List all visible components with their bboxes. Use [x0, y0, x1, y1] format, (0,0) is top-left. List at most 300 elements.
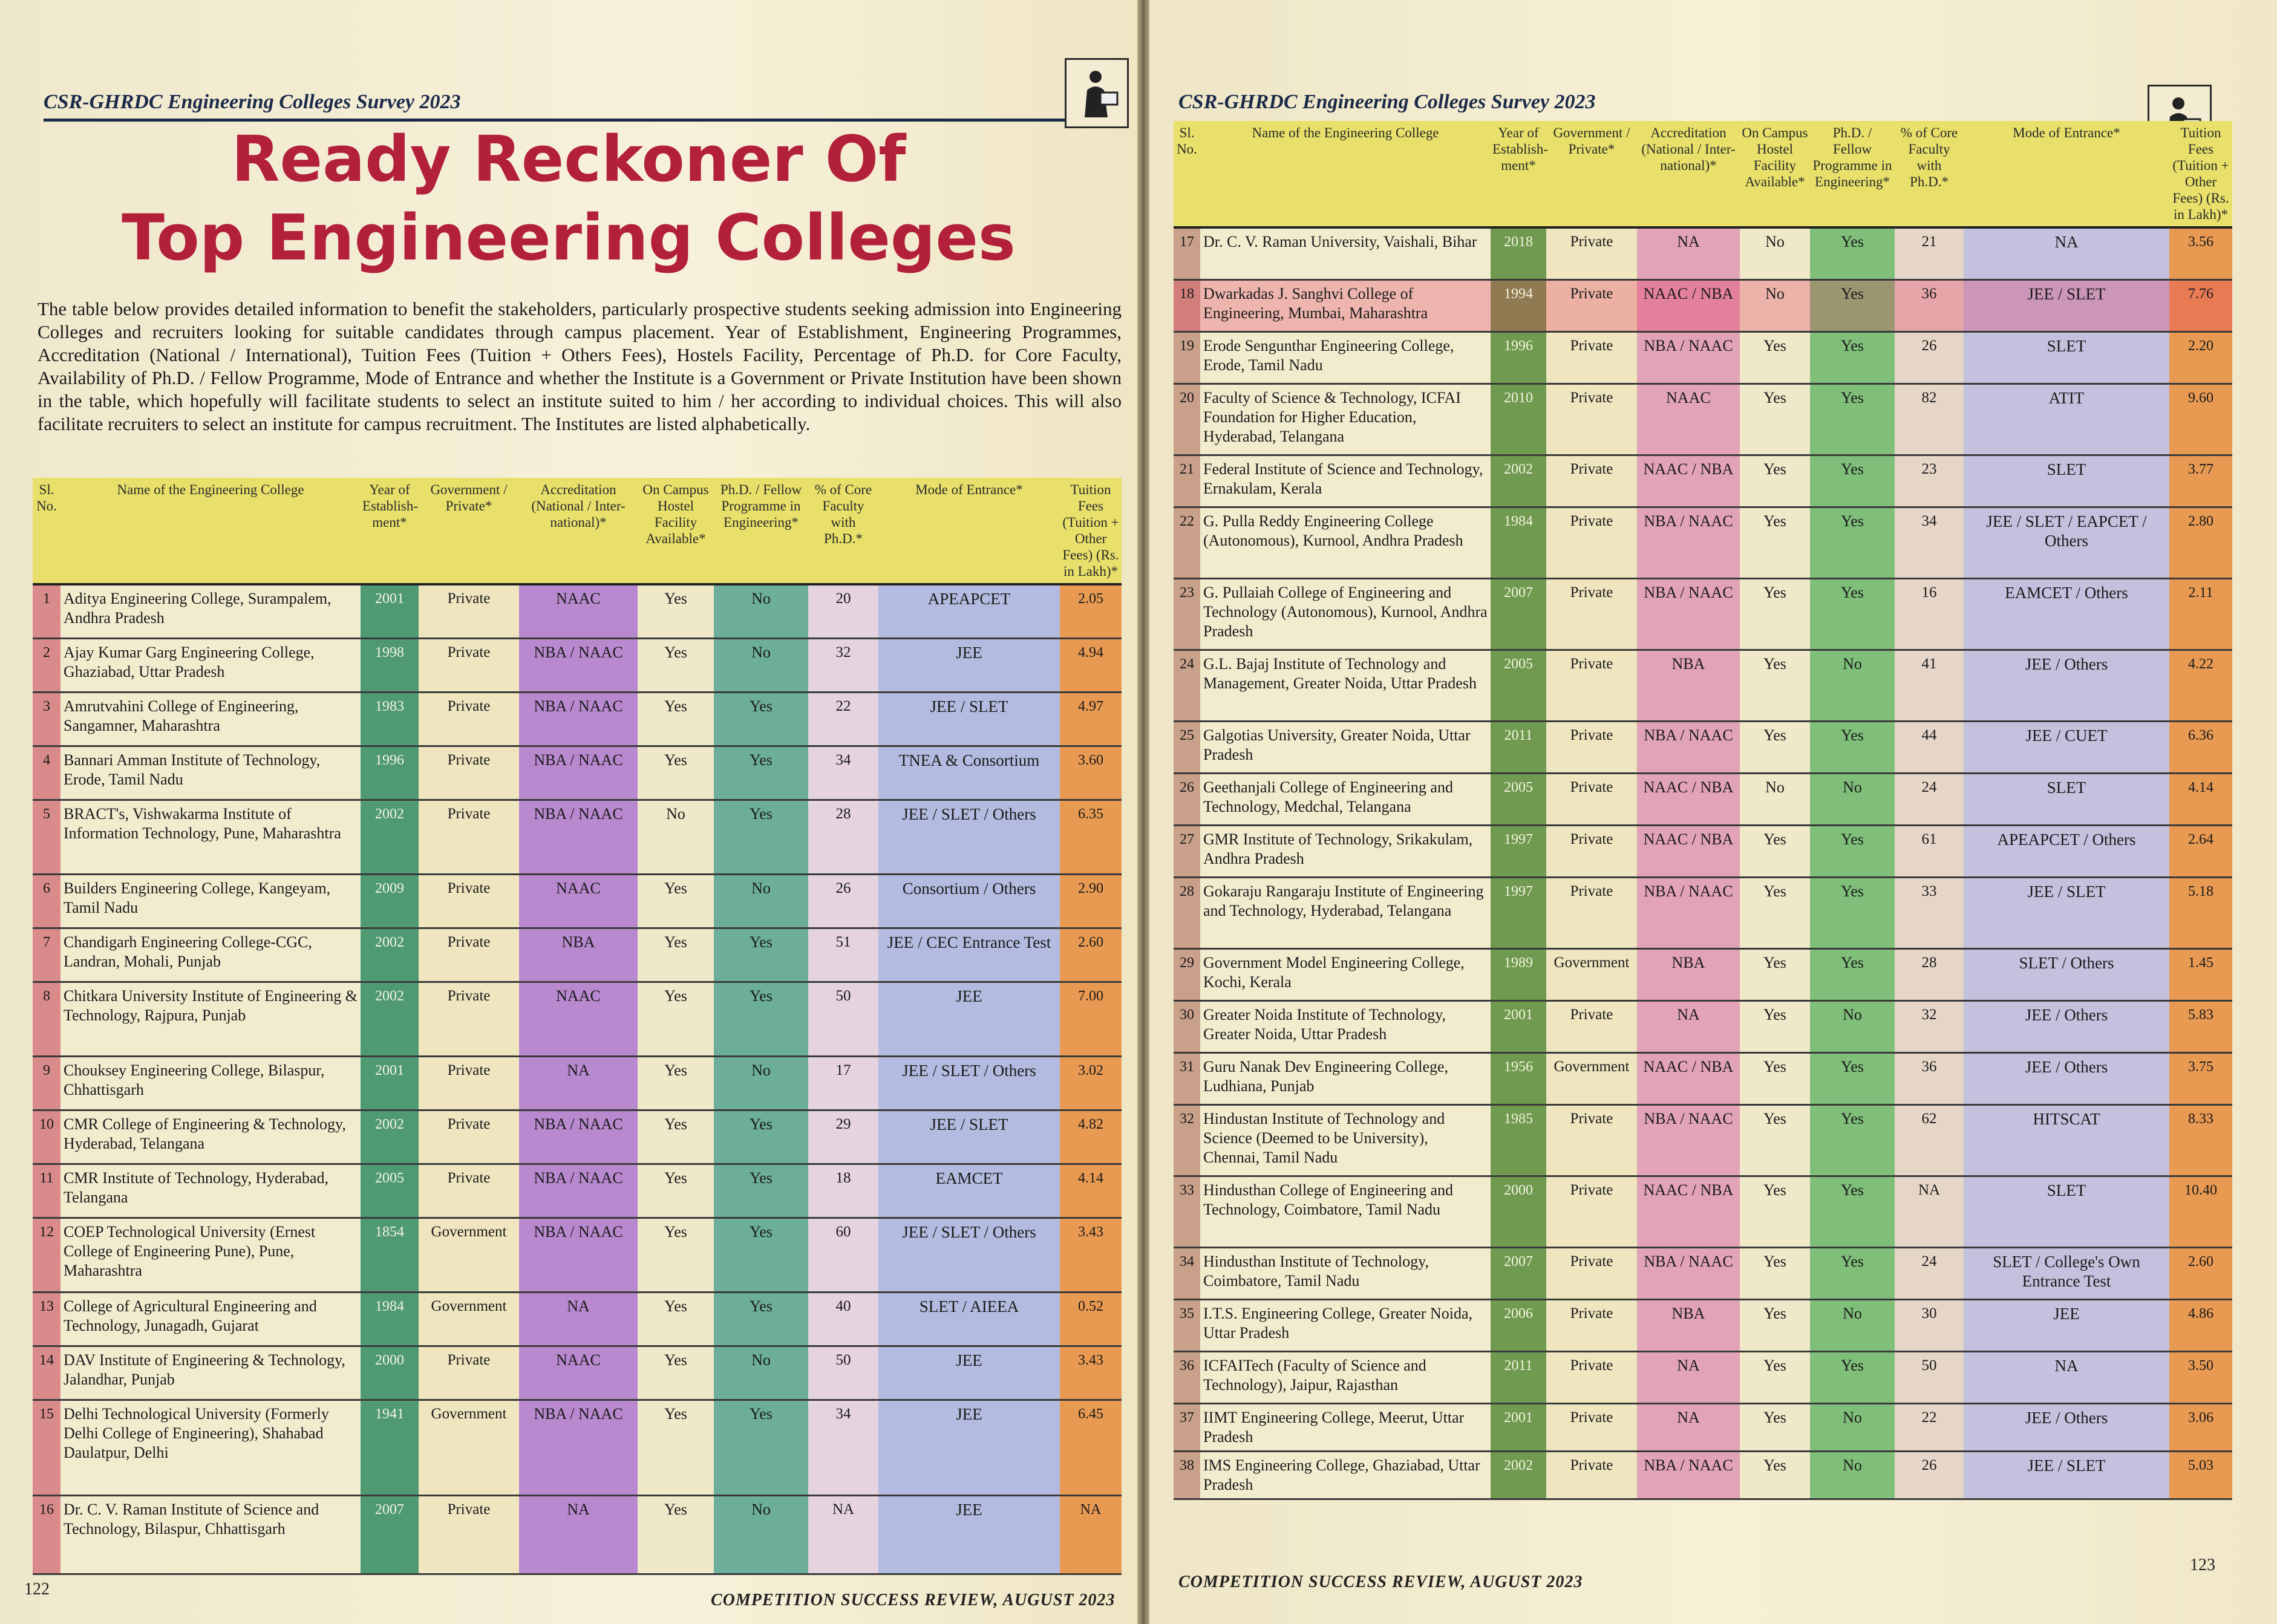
year-cell: 2009	[361, 874, 419, 928]
mode-of-entrance-cell: JEE / Others	[1964, 1403, 2169, 1451]
pct-phd-faculty-cell: 21	[1895, 227, 1964, 279]
hostel-cell: Yes	[1740, 331, 1810, 383]
tuition-fees-cell: 9.60	[2169, 383, 2232, 455]
mode-of-entrance-cell: SLET	[1964, 331, 2169, 383]
college-name-cell: Amrutvahini College of Engineering, Sangamner, Maharashtra	[60, 692, 361, 746]
govt-private-cell: Private	[1546, 383, 1637, 455]
sl-cell: 10	[33, 1110, 60, 1164]
table-row	[33, 1346, 1122, 1400]
table-row	[33, 928, 1122, 982]
accreditation-cell: NBA / NAAC	[1637, 877, 1740, 948]
accreditation-cell: NBA / NAAC	[1637, 721, 1740, 773]
phd-programme-cell: Yes	[714, 800, 808, 874]
tuition-fees-cell: 6.35	[1060, 800, 1122, 874]
year-cell: 2010	[1491, 383, 1546, 455]
phd-programme-cell: Yes	[714, 1110, 808, 1164]
govt-private-cell: Private	[419, 1164, 519, 1218]
accreditation-cell: NAAC	[519, 1346, 638, 1400]
table-row	[1174, 1351, 2232, 1403]
accreditation-cell: NA	[519, 1495, 638, 1574]
mode-of-entrance-cell: EAMCET / Others	[1964, 578, 2169, 650]
magazine-footer-right: COMPETITION SUCCESS REVIEW, AUGUST 2023	[1178, 1573, 1583, 1591]
accreditation-cell: NBA / NAAC	[1637, 578, 1740, 650]
govt-private-cell: Private	[419, 1056, 519, 1110]
tuition-fees-cell: 7.00	[1060, 982, 1122, 1056]
college-name-cell: Chouksey Engineering College, Bilaspur, Chhattisgarh	[60, 1056, 361, 1110]
mode-of-entrance-cell: NA	[1964, 227, 2169, 279]
pct-phd-faculty-cell: 22	[808, 692, 878, 746]
accreditation-cell: NBA / NAAC	[519, 638, 638, 692]
tuition-fees-cell: 10.40	[2169, 1176, 2232, 1247]
col-sl: Sl. No.	[1174, 121, 1200, 227]
table-row	[1174, 1176, 2232, 1247]
phd-programme-cell: Yes	[1810, 877, 1895, 948]
phd-programme-cell: Yes	[1810, 331, 1895, 383]
govt-private-cell: Private	[1546, 1403, 1637, 1451]
govt-private-cell: Private	[419, 746, 519, 800]
pct-phd-faculty-cell: 40	[808, 1292, 878, 1346]
sl-cell: 15	[33, 1400, 60, 1495]
sl-cell: 8	[33, 982, 60, 1056]
phd-programme-cell: No	[1810, 650, 1895, 721]
col-mode: Mode of Entrance*	[1964, 121, 2169, 227]
table-row	[1174, 1451, 2232, 1499]
college-name-cell: I.T.S. Engineering College, Greater Noida, Uttar Pradesh	[1200, 1299, 1491, 1351]
colleges-table-left	[33, 478, 1122, 1575]
col-mode: Mode of Entrance*	[878, 478, 1060, 584]
phd-programme-cell: Yes	[1810, 1176, 1895, 1247]
pct-phd-faculty-cell: 34	[808, 1400, 878, 1495]
table-row	[33, 1292, 1122, 1346]
year-cell: 1997	[1491, 825, 1546, 877]
sl-cell: 33	[1174, 1176, 1200, 1247]
hostel-cell: Yes	[638, 928, 714, 982]
hostel-cell: No	[638, 800, 714, 874]
govt-private-cell: Private	[419, 928, 519, 982]
hostel-cell: Yes	[1740, 1104, 1810, 1176]
college-name-cell: Dwarkadas J. Sanghvi College of Engineering, Mumbai, Maharashtra	[1200, 279, 1491, 331]
year-cell: 1984	[361, 1292, 419, 1346]
sl-cell: 28	[1174, 877, 1200, 948]
college-name-cell: Chitkara University Institute of Engineering & Technology, Rajpura, Punjab	[60, 982, 361, 1056]
sl-cell: 31	[1174, 1052, 1200, 1104]
pct-phd-faculty-cell: 36	[1895, 279, 1964, 331]
sl-cell: 18	[1174, 279, 1200, 331]
college-name-cell: Builders Engineering College, Kangeyam, Tamil Nadu	[60, 874, 361, 928]
page-title-line1: Ready Reckoner Of	[231, 122, 906, 196]
tuition-fees-cell: 3.02	[1060, 1056, 1122, 1110]
table-row	[1174, 1299, 2232, 1351]
accreditation-cell: NBA	[519, 928, 638, 982]
pct-phd-faculty-cell: 29	[808, 1110, 878, 1164]
colleges-table-right	[1174, 121, 2232, 1500]
hostel-cell: No	[1740, 773, 1810, 825]
college-name-cell: Guru Nanak Dev Engineering College, Ludhiana, Punjab	[1200, 1052, 1491, 1104]
col-phd: Ph.D. / Fellow Programme in Engineering*	[714, 478, 808, 584]
col-pct-phd: % of Core Faculty with Ph.D.*	[1895, 121, 1964, 227]
college-name-cell: Geethanjali College of Engineering and Technology, Medchal, Telangana	[1200, 773, 1491, 825]
hostel-cell: Yes	[1740, 1052, 1810, 1104]
pct-phd-faculty-cell: 34	[808, 746, 878, 800]
col-pct-phd: % of Core Faculty with Ph.D.*	[808, 478, 878, 584]
phd-programme-cell: Yes	[1810, 721, 1895, 773]
accreditation-cell: NAAC	[519, 874, 638, 928]
year-cell: 2007	[361, 1495, 419, 1574]
mode-of-entrance-cell: JEE	[1964, 1299, 2169, 1351]
hostel-cell: Yes	[1740, 1403, 1810, 1451]
accreditation-cell: NA	[1637, 1403, 1740, 1451]
phd-programme-cell: No	[714, 874, 808, 928]
table-row	[33, 1110, 1122, 1164]
sl-cell: 34	[1174, 1247, 1200, 1299]
table-row	[33, 746, 1122, 800]
mode-of-entrance-cell: NA	[1964, 1351, 2169, 1403]
table-row	[33, 874, 1122, 928]
phd-programme-cell: Yes	[1810, 1247, 1895, 1299]
tuition-fees-cell: 5.18	[2169, 877, 2232, 948]
sl-cell: 27	[1174, 825, 1200, 877]
mode-of-entrance-cell: JEE / SLET	[878, 692, 1060, 746]
table-row	[33, 1164, 1122, 1218]
mode-of-entrance-cell: ATIT	[1964, 383, 2169, 455]
hostel-cell: Yes	[638, 1346, 714, 1400]
college-name-cell: Government Model Engineering College, Kochi, Kerala	[1200, 948, 1491, 1000]
mode-of-entrance-cell: JEE / SLET	[1964, 279, 2169, 331]
tuition-fees-cell: 3.06	[2169, 1403, 2232, 1451]
accreditation-cell: NBA / NAAC	[1637, 1451, 1740, 1499]
pct-phd-faculty-cell: 50	[1895, 1351, 1964, 1403]
hostel-cell: Yes	[638, 1056, 714, 1110]
phd-programme-cell: No	[714, 1056, 808, 1110]
govt-private-cell: Government	[419, 1218, 519, 1292]
accreditation-cell: NBA / NAAC	[1637, 507, 1740, 578]
govt-private-cell: Private	[419, 1495, 519, 1574]
sl-cell: 32	[1174, 1104, 1200, 1176]
col-hostel: On Campus Hostel Facility Available*	[1740, 121, 1810, 227]
college-name-cell: Gokaraju Rangaraju Institute of Engineering and Technology, Hyderabad, Telangana	[1200, 877, 1491, 948]
college-name-cell: Hindusthan Institute of Technology, Coimbatore, Tamil Nadu	[1200, 1247, 1491, 1299]
phd-programme-cell: No	[714, 1495, 808, 1574]
mode-of-entrance-cell: Consortium / Others	[878, 874, 1060, 928]
college-name-cell: Faculty of Science & Technology, ICFAI Foundation for Higher Education, Hyderabad, Telangana	[1200, 383, 1491, 455]
tuition-fees-cell: 2.80	[2169, 507, 2232, 578]
college-name-cell: ICFAITech (Faculty of Science and Technology), Jaipur, Rajasthan	[1200, 1351, 1491, 1403]
sl-cell: 14	[33, 1346, 60, 1400]
col-sl: Sl. No.	[33, 478, 60, 584]
tuition-fees-cell: 3.43	[1060, 1218, 1122, 1292]
pct-phd-faculty-cell: 28	[1895, 948, 1964, 1000]
hostel-cell: No	[1740, 279, 1810, 331]
year-cell: 1989	[1491, 948, 1546, 1000]
year-cell: 2018	[1491, 227, 1546, 279]
table-row	[1174, 1000, 2232, 1052]
accreditation-cell: NAAC	[519, 584, 638, 638]
col-fees: Tuition Fees (Tuition + Other Fees) (Rs. in Lakh)*	[2169, 121, 2232, 227]
year-cell: 2005	[361, 1164, 419, 1218]
hostel-cell: Yes	[638, 874, 714, 928]
hostel-cell: Yes	[638, 982, 714, 1056]
hostel-cell: Yes	[638, 1292, 714, 1346]
govt-private-cell: Private	[1546, 1351, 1637, 1403]
year-cell: 2002	[361, 928, 419, 982]
accreditation-cell: NA	[1637, 1000, 1740, 1052]
govt-private-cell: Government	[419, 1292, 519, 1346]
phd-programme-cell: Yes	[1810, 1351, 1895, 1403]
govt-private-cell: Private	[1546, 1451, 1637, 1499]
sl-cell: 35	[1174, 1299, 1200, 1351]
col-govt: Government / Private*	[1546, 121, 1637, 227]
intro-paragraph: The table below provides detailed information to benefit the stakeholders, particularly prospective students seeking admission into Engineering Colleges and recruiters looking for suitable candidates through campus placement. Year of Establishment, Engineering Programmes, Accreditation (National / International), Tuition Fees (Tuition + Others Fees), Hostels Facility, Percentage of Ph.D. for Core Faculty, Availability of Ph.D. / Fellow Programme, Mode of Entrance and whether the Institute is a Government or Private Institution have been shown in the table, which hopefully will facilitate students to select an institute suited to him / her according to individual choices. This will also facilitate recruiters to select an institute for campus recruitment. The Institutes are listed alphabetically.	[38, 298, 1122, 434]
table-row	[1174, 578, 2232, 650]
accreditation-cell: NBA	[1637, 1299, 1740, 1351]
table-row	[1174, 825, 2232, 877]
sl-cell: 17	[1174, 227, 1200, 279]
accreditation-cell: NBA / NAAC	[1637, 1104, 1740, 1176]
govt-private-cell: Private	[419, 982, 519, 1056]
college-name-cell: G. Pullaiah College of Engineering and Technology (Autonomous), Kurnool, Andhra Pradesh	[1200, 578, 1491, 650]
college-name-cell: Delhi Technological University (Formerly Delhi College of Engineering), Shahabad Daulatpur, Delhi	[60, 1400, 361, 1495]
phd-programme-cell: No	[714, 1346, 808, 1400]
mode-of-entrance-cell: SLET / AIEEA	[878, 1292, 1060, 1346]
govt-private-cell: Government	[419, 1400, 519, 1495]
mode-of-entrance-cell: JEE / SLET / Others	[878, 800, 1060, 874]
govt-private-cell: Private	[1546, 1000, 1637, 1052]
hostel-cell: Yes	[638, 692, 714, 746]
phd-programme-cell: Yes	[1810, 1052, 1895, 1104]
col-accreditation: Accreditation (National / Inter-national)*	[519, 478, 638, 584]
accreditation-cell: NBA / NAAC	[519, 692, 638, 746]
tuition-fees-cell: 4.94	[1060, 638, 1122, 692]
phd-programme-cell: Yes	[1810, 578, 1895, 650]
mode-of-entrance-cell: JEE / CEC Entrance Test	[878, 928, 1060, 982]
table-header-row-right	[1174, 121, 2232, 227]
accreditation-cell: NBA / NAAC	[1637, 331, 1740, 383]
year-cell: 1985	[1491, 1104, 1546, 1176]
mode-of-entrance-cell: SLET / College's Own Entrance Test	[1964, 1247, 2169, 1299]
accreditation-cell: NAAC / NBA	[1637, 1176, 1740, 1247]
table-row	[1174, 383, 2232, 455]
govt-private-cell: Private	[419, 692, 519, 746]
sl-cell: 3	[33, 692, 60, 746]
college-name-cell: G.L. Bajaj Institute of Technology and Management, Greater Noida, Uttar Pradesh	[1200, 650, 1491, 721]
phd-programme-cell: Yes	[1810, 825, 1895, 877]
phd-programme-cell: Yes	[1810, 279, 1895, 331]
phd-programme-cell: No	[714, 638, 808, 692]
survey-header: CSR-GHRDC Engineering Colleges Survey 2023	[44, 91, 461, 113]
year-cell: 1854	[361, 1218, 419, 1292]
page-title-line2: Top Engineering Colleges	[122, 201, 1016, 275]
col-year: Year of Establish-ment*	[1491, 121, 1546, 227]
govt-private-cell: Private	[419, 874, 519, 928]
tuition-fees-cell: 3.60	[1060, 746, 1122, 800]
table-row	[33, 692, 1122, 746]
tuition-fees-cell: 4.86	[2169, 1299, 2232, 1351]
col-fees: Tuition Fees (Tuition + Other Fees) (Rs. in Lakh)*	[1060, 478, 1122, 584]
pct-phd-faculty-cell: 44	[1895, 721, 1964, 773]
table-row	[33, 1056, 1122, 1110]
college-name-cell: Chandigarh Engineering College-CGC, Landran, Mohali, Punjab	[60, 928, 361, 982]
sl-cell: 13	[33, 1292, 60, 1346]
govt-private-cell: Private	[419, 638, 519, 692]
mode-of-entrance-cell: JEE / SLET / Others	[878, 1056, 1060, 1110]
year-cell: 2001	[1491, 1000, 1546, 1052]
year-cell: 2011	[1491, 1351, 1546, 1403]
tuition-fees-cell: 4.22	[2169, 650, 2232, 721]
tuition-fees-cell: 2.64	[2169, 825, 2232, 877]
mode-of-entrance-cell: SLET / Others	[1964, 948, 2169, 1000]
college-name-cell: Galgotias University, Greater Noida, Uttar Pradesh	[1200, 721, 1491, 773]
tuition-fees-cell: 5.83	[2169, 1000, 2232, 1052]
table-row	[1174, 650, 2232, 721]
mode-of-entrance-cell: JEE	[878, 1495, 1060, 1574]
sl-cell: 23	[1174, 578, 1200, 650]
col-name: Name of the Engineering College	[60, 478, 361, 584]
sl-cell: 19	[1174, 331, 1200, 383]
table-row	[1174, 331, 2232, 383]
sl-cell: 5	[33, 800, 60, 874]
table-row	[33, 584, 1122, 638]
pct-phd-faculty-cell: 24	[1895, 773, 1964, 825]
mode-of-entrance-cell: SLET	[1964, 773, 2169, 825]
pct-phd-faculty-cell: 82	[1895, 383, 1964, 455]
year-cell: 2006	[1491, 1299, 1546, 1351]
mode-of-entrance-cell: JEE / Others	[1964, 650, 2169, 721]
hostel-cell: Yes	[638, 1110, 714, 1164]
mode-of-entrance-cell: JEE / CUET	[1964, 721, 2169, 773]
pct-phd-faculty-cell: 33	[1895, 877, 1964, 948]
hostel-cell: Yes	[1740, 1247, 1810, 1299]
college-name-cell: Greater Noida Institute of Technology, Greater Noida, Uttar Pradesh	[1200, 1000, 1491, 1052]
pct-phd-faculty-cell: 26	[1895, 331, 1964, 383]
tuition-fees-cell: 1.45	[2169, 948, 2232, 1000]
college-name-cell: Hindustan Institute of Technology and Science (Deemed to be University), Chennai, Tamil Nadu	[1200, 1104, 1491, 1176]
tuition-fees-cell: 0.52	[1060, 1292, 1122, 1346]
pct-phd-faculty-cell: 24	[1895, 1247, 1964, 1299]
mode-of-entrance-cell: JEE	[878, 1400, 1060, 1495]
left-page	[0, 0, 1137, 1624]
govt-private-cell: Private	[419, 1110, 519, 1164]
hostel-cell: Yes	[1740, 650, 1810, 721]
table-row	[33, 1495, 1122, 1574]
page-number-right: 123	[2190, 1556, 2215, 1574]
pct-phd-faculty-cell: 28	[808, 800, 878, 874]
year-cell: 1998	[361, 638, 419, 692]
pct-phd-faculty-cell: 30	[1895, 1299, 1964, 1351]
pct-phd-faculty-cell: 17	[808, 1056, 878, 1110]
table-body-right	[1174, 227, 2232, 1499]
college-name-cell: Aditya Engineering College, Surampalem, Andhra Pradesh	[60, 584, 361, 638]
tuition-fees-cell: 4.14	[1060, 1164, 1122, 1218]
col-govt: Government / Private*	[419, 478, 519, 584]
govt-private-cell: Private	[1546, 721, 1637, 773]
pct-phd-faculty-cell: 50	[808, 982, 878, 1056]
table-row	[1174, 877, 2232, 948]
sl-cell: 38	[1174, 1451, 1200, 1499]
hostel-cell: Yes	[638, 746, 714, 800]
pct-phd-faculty-cell: 20	[808, 584, 878, 638]
mode-of-entrance-cell: TNEA & Consortium	[878, 746, 1060, 800]
college-name-cell: G. Pulla Reddy Engineering College (Autonomous), Kurnool, Andhra Pradesh	[1200, 507, 1491, 578]
accreditation-cell: NBA / NAAC	[519, 800, 638, 874]
accreditation-cell: NBA / NAAC	[519, 1110, 638, 1164]
year-cell: 1994	[1491, 279, 1546, 331]
hostel-cell: Yes	[638, 584, 714, 638]
logo	[1065, 58, 1129, 128]
table-row	[1174, 721, 2232, 773]
tuition-fees-cell: 2.05	[1060, 584, 1122, 638]
college-name-cell: CMR Institute of Technology, Hyderabad, Telangana	[60, 1164, 361, 1218]
accreditation-cell: NBA	[1637, 948, 1740, 1000]
govt-private-cell: Private	[1546, 455, 1637, 507]
tuition-fees-cell: 3.43	[1060, 1346, 1122, 1400]
year-cell: 2002	[361, 800, 419, 874]
phd-programme-cell: Yes	[714, 746, 808, 800]
college-name-cell: IIMT Engineering College, Meerut, Uttar Pradesh	[1200, 1403, 1491, 1451]
hostel-cell: Yes	[1740, 1176, 1810, 1247]
right-page	[1149, 0, 2277, 1624]
year-cell: 2001	[361, 1056, 419, 1110]
sl-cell: 9	[33, 1056, 60, 1110]
phd-programme-cell: Yes	[714, 692, 808, 746]
mode-of-entrance-cell: JEE / SLET	[1964, 877, 2169, 948]
hostel-cell: Yes	[1740, 721, 1810, 773]
phd-programme-cell: No	[714, 584, 808, 638]
hostel-cell: Yes	[1740, 948, 1810, 1000]
college-name-cell: Ajay Kumar Garg Engineering College, Ghaziabad, Uttar Pradesh	[60, 638, 361, 692]
mode-of-entrance-cell: SLET	[1964, 1176, 2169, 1247]
mode-of-entrance-cell: JEE / Others	[1964, 1000, 2169, 1052]
hostel-cell: Yes	[1740, 1451, 1810, 1499]
sl-cell: 1	[33, 584, 60, 638]
accreditation-cell: NBA / NAAC	[519, 1218, 638, 1292]
year-cell: 1996	[361, 746, 419, 800]
govt-private-cell: Private	[419, 800, 519, 874]
sl-cell: 6	[33, 874, 60, 928]
pct-phd-faculty-cell: 36	[1895, 1052, 1964, 1104]
year-cell: 1996	[1491, 331, 1546, 383]
phd-programme-cell: Yes	[714, 1218, 808, 1292]
pct-phd-faculty-cell: 60	[808, 1218, 878, 1292]
year-cell: 1941	[361, 1400, 419, 1495]
govt-private-cell: Government	[1546, 1052, 1637, 1104]
govt-private-cell: Private	[1546, 1104, 1637, 1176]
table-row	[1174, 773, 2232, 825]
sl-cell: 16	[33, 1495, 60, 1574]
accreditation-cell: NA	[519, 1056, 638, 1110]
college-name-cell: Hindusthan College of Engineering and Technology, Coimbatore, Tamil Nadu	[1200, 1176, 1491, 1247]
tuition-fees-cell: 7.76	[2169, 279, 2232, 331]
hostel-cell: No	[1740, 227, 1810, 279]
phd-programme-cell: Yes	[714, 1292, 808, 1346]
mode-of-entrance-cell: APEAPCET / Others	[1964, 825, 2169, 877]
pct-phd-faculty-cell: 32	[808, 638, 878, 692]
govt-private-cell: Private	[419, 584, 519, 638]
sl-cell: 20	[1174, 383, 1200, 455]
reader-figure-icon	[1073, 66, 1121, 120]
govt-private-cell: Government	[1546, 948, 1637, 1000]
accreditation-cell: NAAC	[519, 982, 638, 1056]
tuition-fees-cell: 6.36	[2169, 721, 2232, 773]
tuition-fees-cell: 4.14	[2169, 773, 2232, 825]
phd-programme-cell: No	[1810, 1403, 1895, 1451]
college-name-cell: Dr. C. V. Raman Institute of Science and Technology, Bilaspur, Chhattisgarh	[60, 1495, 361, 1574]
accreditation-cell: NBA / NAAC	[519, 1164, 638, 1218]
year-cell: 1997	[1491, 877, 1546, 948]
table-header-row	[33, 478, 1122, 584]
pct-phd-faculty-cell: NA	[1895, 1176, 1964, 1247]
table-row	[33, 1400, 1122, 1495]
accreditation-cell: NAAC / NBA	[1637, 279, 1740, 331]
